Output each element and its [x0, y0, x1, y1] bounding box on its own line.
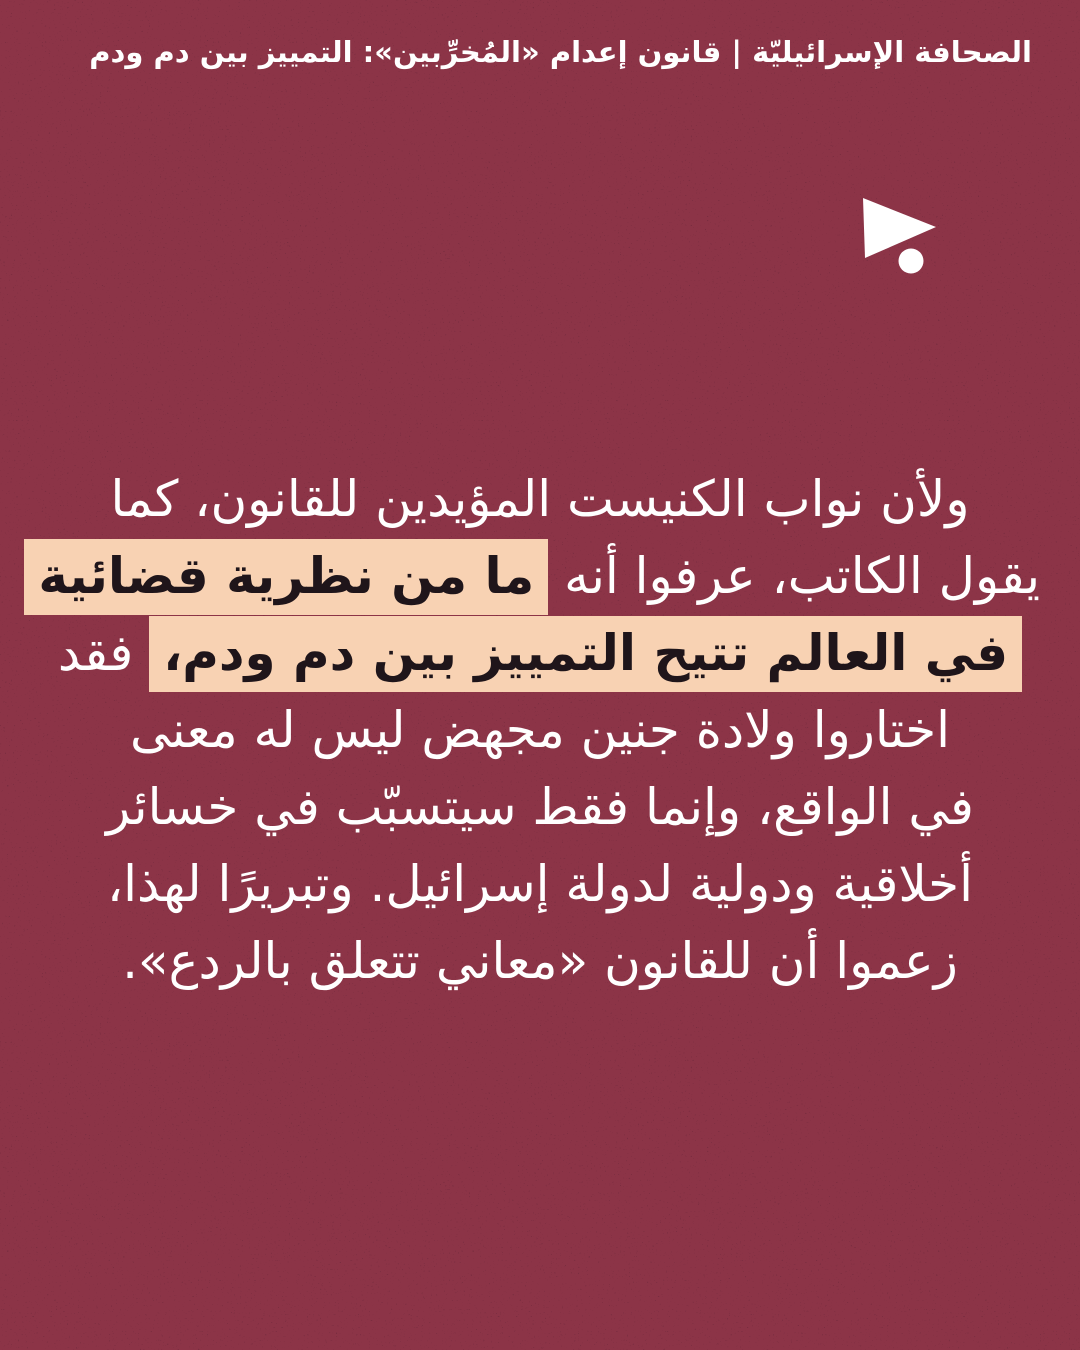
paragraph-line	[40, 769, 1040, 846]
paragraph-line	[40, 923, 1040, 1000]
brand-logo-icon	[862, 197, 938, 277]
highlighted-text-segment: في العالم تتيح التمييز بين دم ودم،	[149, 616, 1022, 692]
highlighted-text-segment: ما من نظرية قضائية	[24, 539, 548, 615]
paragraph-line	[40, 615, 1040, 692]
text-segment: في الواقع، وإنما فقط سيتسبّب في خسائر	[106, 778, 974, 836]
logo-dot	[899, 249, 924, 274]
text-segment: زعموا أن للقانون «معاني تتعلق بالردع».	[122, 932, 958, 990]
text-segment: فقد	[57, 624, 150, 682]
header-title: الصحافة الإسرائيليّة | قانون إعدام «المُخرِّبين»: التمييز بين دم ودم	[89, 35, 1032, 69]
paragraph-line	[40, 846, 1040, 923]
paragraph-line	[40, 692, 1040, 769]
text-segment: أخلاقية ودولية لدولة إسرائيل. وتبريرًا لهذا،	[107, 855, 973, 913]
paragraph-line	[40, 461, 1040, 538]
paragraph	[40, 461, 1040, 1000]
logo-play-triangle	[863, 198, 936, 258]
text-segment: يقول الكاتب، عرفوا أنه	[548, 547, 1040, 605]
text-segment: ولأن نواب الكنيست المؤيدين للقانون، كما	[110, 470, 970, 528]
text-segment: اختاروا ولادة جنين مجهض ليس له معنى	[129, 701, 951, 759]
paragraph-line	[40, 538, 1040, 615]
